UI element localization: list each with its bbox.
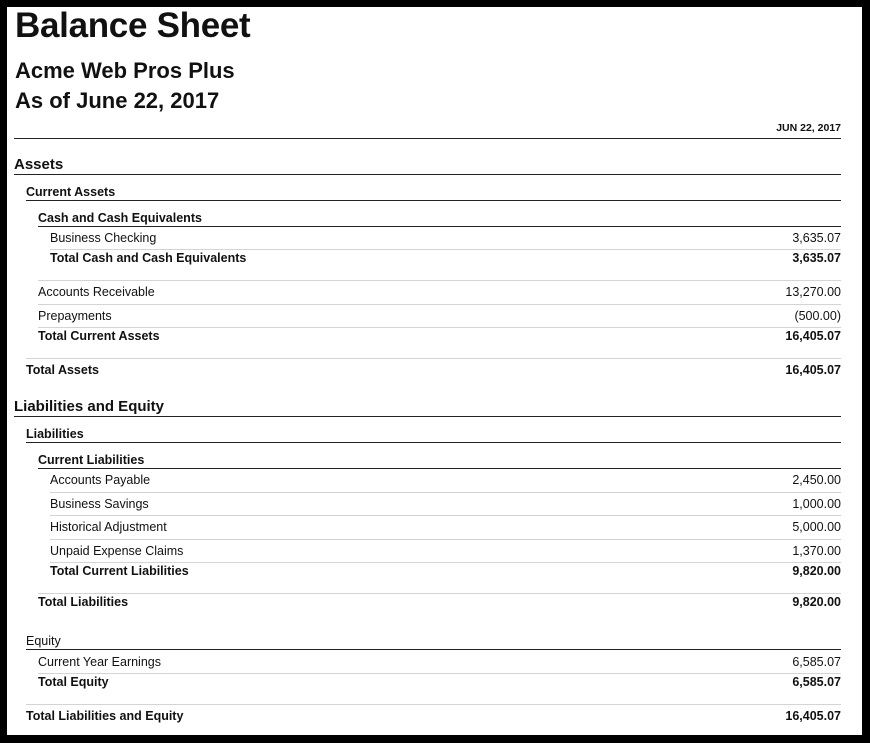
account-label: Prepayments — [38, 309, 112, 323]
total-row — [38, 328, 841, 344]
divider — [14, 174, 841, 175]
divider — [38, 468, 841, 469]
total-label: Total Current Assets — [38, 329, 160, 343]
report-date: As of June 22, 2017 — [15, 88, 220, 113]
account-amount: 5,000.00 — [792, 520, 841, 534]
header-divider — [14, 138, 841, 139]
divider — [38, 304, 841, 305]
account-amount: 6,585.07 — [792, 655, 841, 669]
divider — [50, 492, 841, 493]
total-row — [50, 250, 841, 266]
divider — [26, 200, 841, 201]
account-amount: 1,000.00 — [792, 497, 841, 511]
account-row[interactable] — [50, 496, 841, 512]
total-label: Total Liabilities and Equity — [26, 709, 184, 723]
account-label: Accounts Receivable — [38, 285, 155, 299]
total-row — [50, 563, 841, 579]
divider — [38, 226, 841, 227]
account-label: Historical Adjustment — [50, 520, 167, 534]
grand-total-row — [26, 708, 841, 724]
account-amount: 13,270.00 — [785, 285, 841, 299]
total-row — [38, 674, 841, 690]
total-amount: 9,820.00 — [792, 564, 841, 578]
account-amount: 2,450.00 — [792, 473, 841, 487]
group-equity: Equity — [26, 634, 61, 648]
account-label: Current Year Earnings — [38, 655, 161, 669]
group-current-assets: Current Assets — [26, 185, 116, 199]
group-cash-equivalents: Cash and Cash Equivalents — [38, 211, 202, 225]
divider — [26, 442, 841, 443]
divider — [50, 539, 841, 540]
divider — [26, 358, 841, 359]
divider — [50, 515, 841, 516]
total-label: Total Liabilities — [38, 595, 129, 609]
total-label: Total Assets — [26, 363, 99, 377]
account-label: Business Savings — [50, 497, 149, 511]
total-amount: 9,820.00 — [792, 595, 841, 609]
account-label: Business Checking — [50, 231, 157, 245]
account-row[interactable] — [38, 284, 841, 300]
account-row[interactable] — [38, 308, 841, 324]
section-liabilities-equity: Liabilities and Equity — [14, 398, 165, 415]
total-label: Total Current Liabilities — [50, 564, 189, 578]
company-name: Acme Web Pros Plus — [15, 58, 235, 83]
total-amount: 3,635.07 — [792, 251, 841, 265]
total-amount: 16,405.07 — [785, 363, 841, 377]
total-label: Total Cash and Cash Equivalents — [50, 251, 247, 265]
divider — [38, 280, 841, 281]
account-row[interactable] — [50, 543, 841, 559]
divider — [26, 649, 841, 650]
account-amount: (500.00) — [794, 309, 841, 323]
total-row — [26, 362, 841, 378]
total-row — [38, 594, 841, 610]
column-header-date: JUN 22, 2017 — [776, 122, 841, 134]
account-amount: 3,635.07 — [792, 231, 841, 245]
group-current-liabilities: Current Liabilities — [38, 453, 145, 467]
divider — [14, 416, 841, 417]
divider — [26, 704, 841, 705]
total-amount: 6,585.07 — [792, 675, 841, 689]
account-row[interactable] — [50, 472, 841, 488]
section-assets: Assets — [14, 156, 64, 173]
total-amount: 16,405.07 — [785, 329, 841, 343]
total-amount: 16,405.07 — [785, 709, 841, 723]
account-row[interactable] — [38, 654, 841, 670]
total-label: Total Equity — [38, 675, 109, 689]
report-title: Balance Sheet — [15, 6, 251, 45]
account-row[interactable] — [50, 519, 841, 535]
group-liabilities: Liabilities — [26, 427, 84, 441]
report-page — [7, 7, 862, 735]
account-label: Accounts Payable — [50, 473, 151, 487]
account-label: Unpaid Expense Claims — [50, 544, 184, 558]
account-row[interactable] — [50, 230, 841, 246]
account-amount: 1,370.00 — [792, 544, 841, 558]
